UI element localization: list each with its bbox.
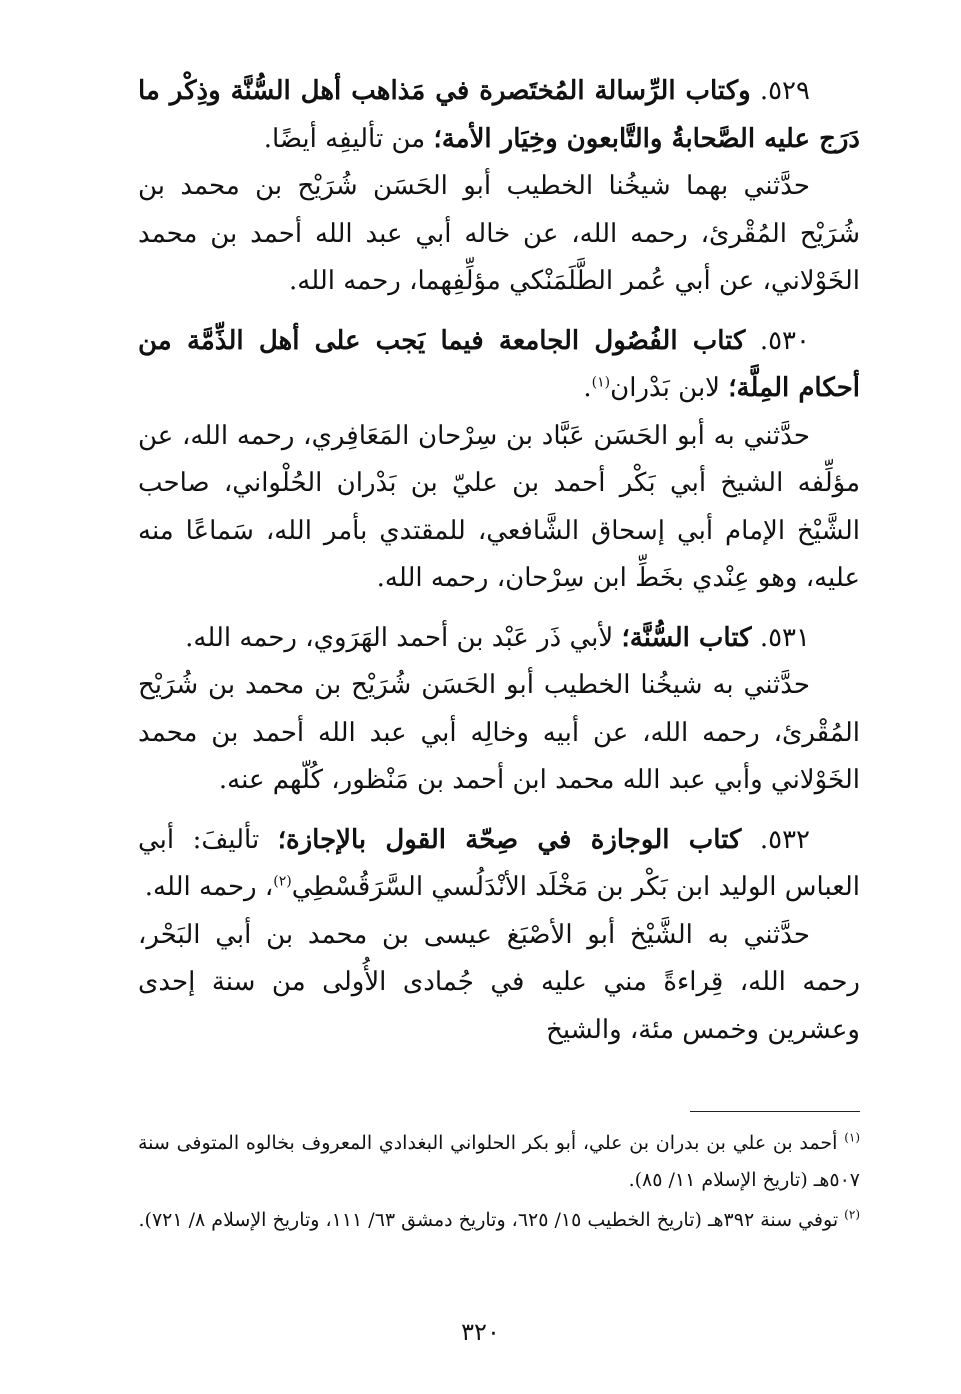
entry-number: ٥٣١. [759,622,810,653]
page-number: ٣٢٠ [461,1318,500,1346]
footnotes [138,1125,860,1242]
entry-title: وكتاب الرِّسالة المُختَصرة في مَذاهب أهل السُّنَّة وذِكْر ما دَرَج عليه الصَّحابةُ والتَّابعون وخِيَار الأمة؛ [138,76,860,154]
entry-title: كتاب السُّنَّة؛ [621,622,752,653]
entry-heading [138,318,860,413]
entry-attribution-end: ، رحمه الله. [144,872,274,902]
footnote-mark: (١) [844,1130,861,1145]
entry-number: ٥٢٩. [759,76,810,106]
entry-number: ٥٣٢. [759,824,811,855]
footnote-text: أحمد بن علي بن بدران بن علي، أبو بكر الحلواني البغدادي المعروف بخالوه المتوفى سنة ٥٠٧هـ (تاريخ الإسلام ١١/ ٨٥). [138,1132,860,1191]
entry-attribution-end: . [583,373,592,403]
entry-heading [138,817,860,912]
entry-attribution: لابن بَدْران [610,373,729,403]
entry-title: كتاب الوجازة في صِحّة القول بالإجازة؛ [277,824,742,855]
footnote-text: توفي سنة ٣٩٢هـ (تاريخ الخطيب ١٥/ ٦٢٥، وتاريخ دمشق ٦٣/ ١١١، وتاريخ الإسلام ٨/ ٧٢١). [138,1209,839,1231]
footnote-mark: (٢) [844,1207,860,1222]
entry-attribution: لأبي ذَر عَبْد بن أحمد الهَرَوي، رحمه الله. [185,622,622,653]
footnote-separator [690,1111,860,1112]
entry-narration: حدَّثني به أبو الحَسَن عَبَّاد بن سِرْحان المَعَافِري، رحمه الله، عن مؤلِّفه الشيخ أبي بَكْر أحمد بن عليّ بن بَدْران الحُلْواني، صاحب الشَّيْخ الإمام أبي إسحاق الشَّافعي، للمقتدي بأمر الله، سَماعًا منه عليه، وهو عِنْدي بخَطِّ ابن سِرْحان، رحمه الله. [138,420,860,593]
entry-narration: حدَّثني به الشَّيْخ أبو الأصْبَغ عيسى بن محمد بن أبي البَحْر، رحمه الله، قِراءةً مني عليه في جُمادى الأُولى من سنة إحدى وعشرين وخمس مئة، والشيخ [138,919,860,1045]
entry-number: ٥٣٠. [759,325,810,356]
entry-attribution: تأليفَ: أبي العباس الوليد ابن بَكْر بن مَخْلَد الأنْدَلُسي السَّرَقُسْطِي [138,824,860,902]
entry-title: كتاب الفُصُول الجامعة فيما يَجب على أهل الذِّمَّة من أحكام المِلَّة؛ [138,325,860,403]
footnote [138,1125,860,1199]
entry-attribution: من تأليفِه أيضًا. [263,123,434,154]
footnote-reference[interactable]: (٢) [273,873,292,890]
footnote [138,1202,860,1239]
main-text [138,68,860,1054]
entry-narration: حدَّثني به شيخُنا الخطيب أبو الحَسَن شُرَيْح بن محمد بن شُرَيْح المُقْرئ، رحمه الله، عن أبيه وخالِه أبي عبد الله أحمد بن محمد الخَوْلاني وأبي عبد الله محمد ابن أحمد بن مَنْظور، كُلّهم عنه. [138,670,860,795]
entry-heading [138,615,860,663]
entry-heading [138,68,860,163]
footnote-reference[interactable]: (١) [591,374,611,391]
entry-narration: حدَّثني بهما شيخُنا الخطيب أبو الحَسَن شُرَيْح بن محمد بن شُرَيْح المُقْرئ، رحمه الله، عن خاله أبي عبد الله أحمد بن محمد الخَوْلاني، عن أبي عُمر الطَّلَمَنْكي مؤلِّفِهما، رحمه الله. [138,171,860,296]
